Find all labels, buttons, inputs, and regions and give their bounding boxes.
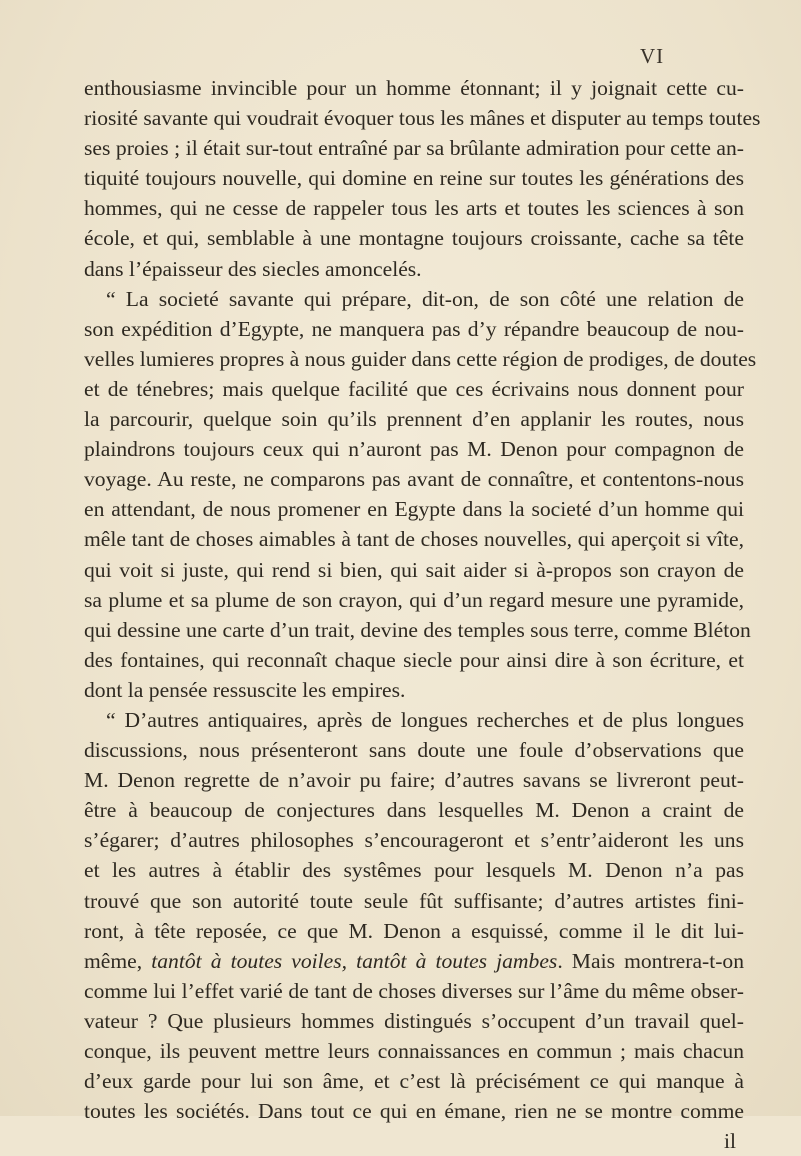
text-line: s’égarer; d’autres philosophes s’encourageront et s’entr’aideront les uns bbox=[84, 828, 744, 853]
text-line: “ D’autres antiquaires, après de longues recherches et de plus longues bbox=[106, 707, 744, 732]
catchword: il bbox=[724, 1129, 736, 1154]
text-line: enthousiasme invincible pour un homme étonnant; il y joignait cette cu- bbox=[84, 76, 744, 100]
text-line: et les autres à établir des systêmes pour lesquels M. Denon n’a pas bbox=[84, 858, 744, 883]
text-line: conque, ils peuvent mettre leurs connaissances en commun ; mais chacun bbox=[84, 1039, 744, 1063]
text-line: comme lui l’effet varié de tant de choses diverses sur l’âme du même obser- bbox=[84, 978, 744, 1003]
text-line: toutes les sociétés. Dans tout ce qui en émane, rien ne se montre comme bbox=[84, 1099, 744, 1124]
text-line: ses proies ; il était sur-tout entraîné par sa brûlante admiration pour cette an- bbox=[84, 136, 744, 161]
text-line: son expédition d’Egypte, ne manquera pas d’y répandre beaucoup de nou- bbox=[84, 316, 744, 341]
text-line: en attendant, de nous promener en Egypte dans la societé d’un homme qui bbox=[84, 497, 744, 522]
text-line: mêle tant de choses aimables à tant de choses nouvelles, qui aperçoit si vîte, bbox=[84, 527, 744, 552]
body-text bbox=[84, 73, 761, 1156]
italic-phrase: tantôt à toutes voiles, tantôt à toutes jambes bbox=[151, 948, 558, 973]
text-line: et de ténebres; mais quelque facilité que ces écrivains nous donnent pour bbox=[84, 376, 744, 401]
text-line: d’eux garde pour lui son âme, et c’est là précisément ce qui manque à bbox=[84, 1069, 744, 1094]
text-line: voyage. Au reste, ne comparons pas avant de connaître, et contentons-nous bbox=[84, 467, 744, 492]
text-line: des fontaines, qui reconnaît chaque siecle pour ainsi dire à son écriture, et bbox=[84, 647, 744, 672]
text-line: trouvé que son autorité toute seule fût suffisante; d’autres artistes fini- bbox=[84, 888, 744, 913]
text-line: dont la pensée ressuscite les empires. bbox=[84, 677, 406, 702]
text-line: dans l’épaisseur des siecles amoncelés. bbox=[84, 256, 422, 281]
page-number: VI bbox=[640, 44, 665, 68]
text-line: la parcourir, quelque soin qu’ils prennent d’en applanir les routes, nous bbox=[84, 407, 744, 432]
text-line: école, et qui, semblable à une montagne toujours croissante, cache sa tête bbox=[84, 226, 744, 251]
line-text: même, bbox=[84, 948, 152, 973]
text-line: ront, à tête reposée, ce que M. Denon a esquissé, comme il le dit lui- bbox=[84, 918, 744, 943]
text-line: sa plume et sa plume de son crayon, qui d’un regard mesure une pyramide, bbox=[84, 587, 744, 612]
text-line: qui voit si juste, qui rend si bien, qui sait aider si à-propos son crayon de bbox=[84, 557, 744, 582]
text-line: qui dessine une carte d’un trait, devine des temples sous terre, comme Bléton bbox=[84, 617, 751, 642]
text-line: riosité savante qui voudrait évoquer tous les mânes et disputer au temps toutes bbox=[84, 106, 761, 131]
text-line: M. Denon regrette de n’avoir pu faire; d’autres savans se livreront peut- bbox=[84, 768, 744, 793]
line-text: . Mais montrera-t-on bbox=[557, 948, 744, 973]
text-line: vateur ? Que plusieurs hommes distingués s’occupent d’un travail quel- bbox=[84, 1008, 744, 1033]
text-line bbox=[84, 946, 744, 976]
text-line: tiquité toujours nouvelle, qui domine en reine sur toutes les générations des bbox=[84, 166, 744, 191]
text-line: plaindrons toujours ceux qui n’auront pas M. Denon pour compagnon de bbox=[84, 437, 744, 462]
text-line: “ La societé savante qui prépare, dit-on, de son côté une relation de bbox=[106, 286, 744, 311]
text-line: hommes, qui ne cesse de rappeler tous les arts et toutes les sciences à son bbox=[84, 196, 744, 221]
text-line: velles lumieres propres à nous guider dans cette région de prodiges, de doutes bbox=[84, 346, 757, 371]
text-line: être à beaucoup de conjectures dans lesquelles M. Denon a craint de bbox=[84, 798, 744, 823]
text-line: discussions, nous présenteront sans doute une foule d’observations que bbox=[84, 738, 744, 763]
